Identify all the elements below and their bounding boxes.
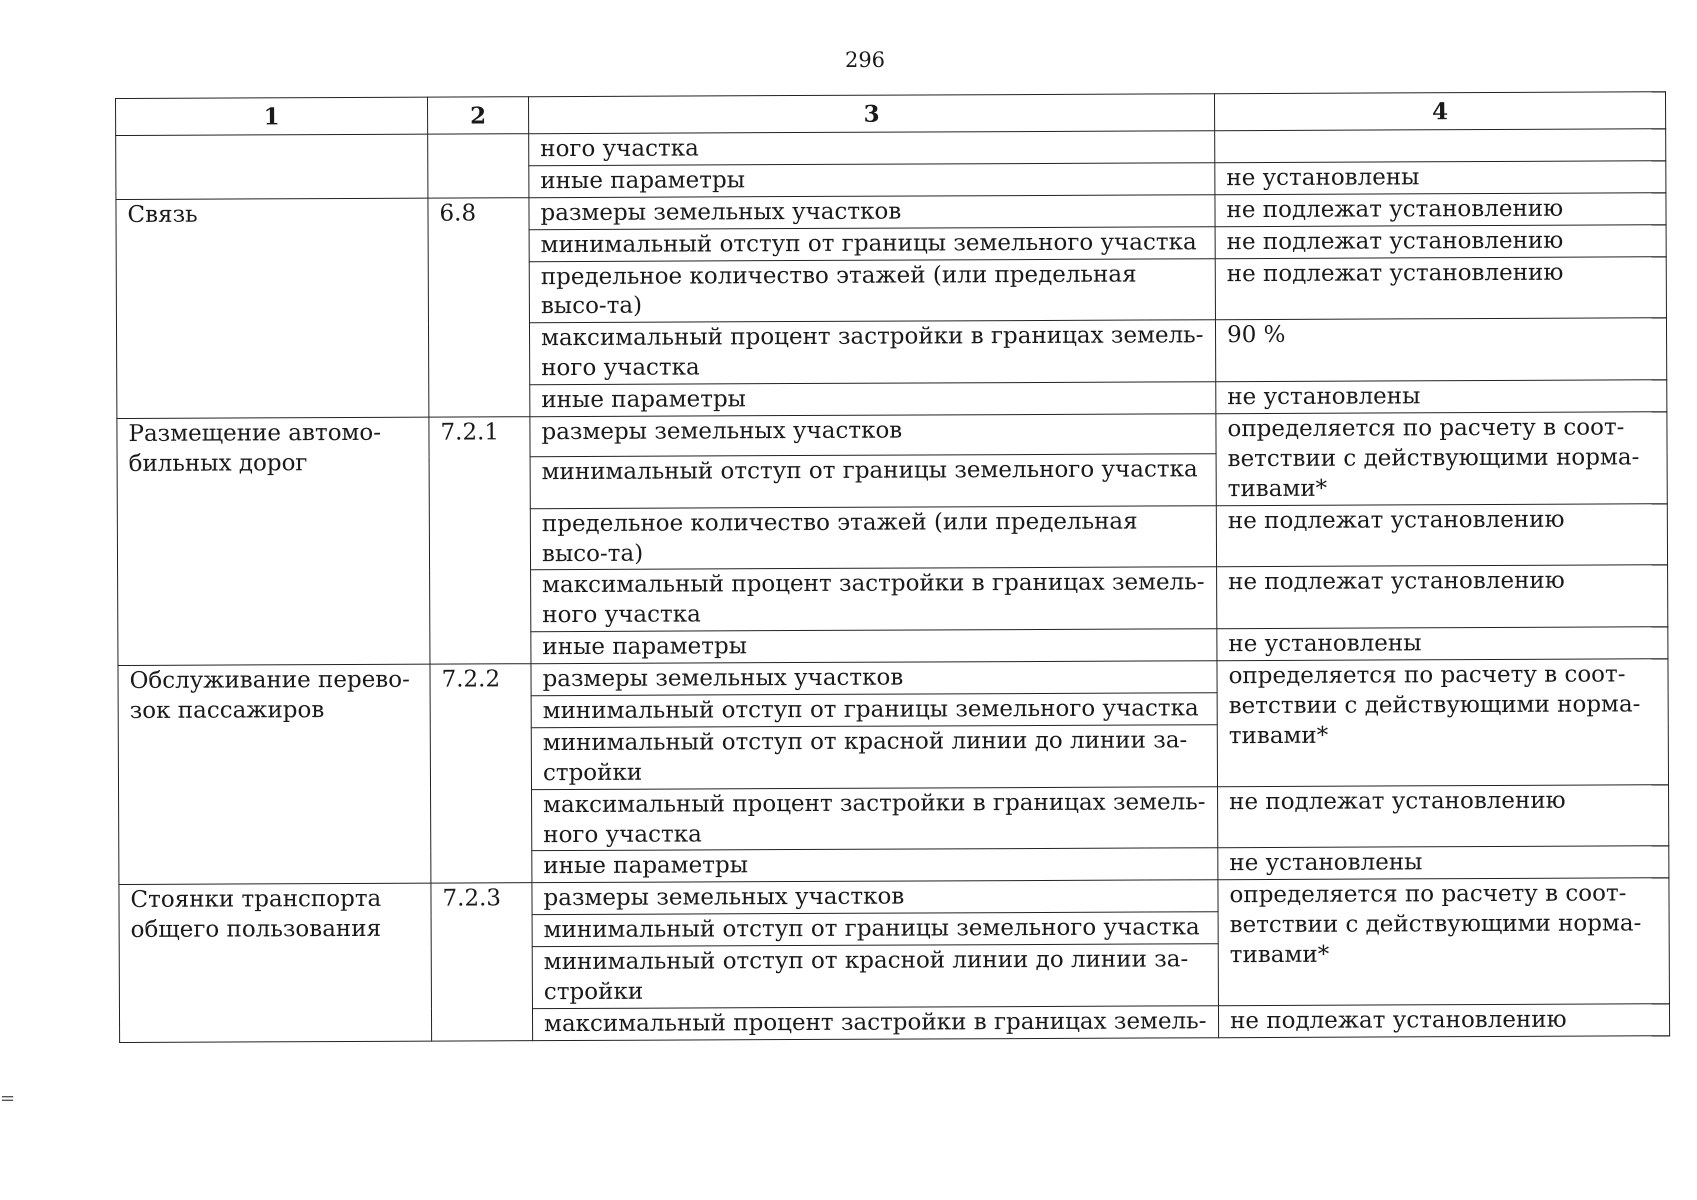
use-code-cell: 6.8: [428, 197, 530, 417]
use-code-cell: 7.2.2: [430, 664, 532, 884]
table-row: [117, 412, 1667, 458]
param-cell: предельное количество этажей (или предельная высо-та): [529, 258, 1215, 323]
value-cell: не установлены: [1216, 380, 1667, 414]
param-cell: минимальный отступ от границы земельного участка: [529, 226, 1215, 261]
value-cell: не установлены: [1217, 627, 1668, 661]
table-row: [118, 659, 1668, 698]
value-cell: не подлежат установлению: [1218, 784, 1669, 848]
header-col-2: 2: [427, 97, 528, 134]
use-name-cell: Стоянки транспорта общего пользования: [119, 884, 432, 1043]
param-cell: иные параметры: [532, 848, 1218, 883]
param-cell: иные параметры: [531, 629, 1217, 664]
page-number: 296: [844, 48, 886, 72]
use-code-cell: [428, 134, 529, 198]
value-cell: 90 %: [1215, 318, 1666, 382]
use-name-cell: Связь: [116, 198, 429, 419]
param-cell: ного участка: [529, 131, 1215, 166]
value-cell: не установлены: [1215, 161, 1666, 195]
param-cell: предельное количество этажей (или предельная высо-та): [530, 505, 1216, 570]
value-cell: не подлежат установлению: [1216, 503, 1667, 567]
param-cell: максимальный процент застройки в границах земель-ного участка: [532, 786, 1218, 851]
param-cell: размеры земельных участков: [532, 880, 1218, 915]
value-cell: не подлежат установлению: [1217, 565, 1668, 629]
use-name-cell: Обслуживание перево-зок пассажиров: [118, 664, 431, 885]
value-cell: не установлены: [1218, 846, 1669, 880]
param-cell: максимальный процент застройки в границах земель-ного участка: [531, 567, 1217, 632]
value-cell: не подлежат установлению: [1215, 256, 1666, 320]
param-cell: минимальный отступ от красной линии до линии за-стройки: [532, 944, 1218, 1009]
use-name-cell: Размещение автомо-бильных дорог: [117, 417, 430, 665]
value-cell: не подлежат установлению: [1215, 224, 1666, 258]
margin-mark: =: [0, 1088, 16, 1109]
value-cell: [1215, 129, 1666, 163]
param-cell: максимальный процент застройки в границах земель-ного участка: [529, 320, 1215, 385]
param-cell: размеры земельных участков: [529, 194, 1215, 229]
param-cell: минимальный отступ от красной линии до линии за-стройки: [531, 725, 1217, 790]
param-cell: размеры земельных участков: [531, 661, 1217, 696]
value-cell: не подлежат установлению: [1218, 1004, 1669, 1038]
value-cell: определяется по расчету в соот-ветствии с действующими норма-тивами*: [1218, 878, 1670, 1006]
header-col-1: 1: [116, 97, 428, 135]
header-col-4: 4: [1214, 92, 1665, 131]
param-cell: минимальный отступ от границы земельного участка: [531, 693, 1217, 728]
param-cell: максимальный процент застройки в границах земель-: [532, 1006, 1218, 1041]
table-row: [119, 878, 1669, 917]
value-cell: не подлежат установлению: [1215, 193, 1666, 227]
header-col-3: 3: [528, 94, 1214, 134]
param-cell: минимальный отступ от границы земельного участка: [530, 453, 1216, 508]
param-cell: минимальный отступ от границы земельного участка: [532, 912, 1218, 947]
param-cell: иные параметры: [529, 163, 1215, 198]
use-code-cell: 7.2.1: [429, 417, 531, 665]
value-cell: определяется по расчету в соот-ветствии с действующими норма-тивами*: [1217, 659, 1669, 787]
regulations-table: [115, 91, 1670, 1043]
param-cell: размеры земельных участков: [530, 414, 1216, 457]
param-cell: иные параметры: [530, 382, 1216, 417]
use-name-cell: [116, 134, 428, 199]
use-code-cell: 7.2.3: [431, 883, 533, 1041]
value-cell: определяется по расчету в соот-ветствии с действующими норма-тивами*: [1216, 412, 1667, 506]
